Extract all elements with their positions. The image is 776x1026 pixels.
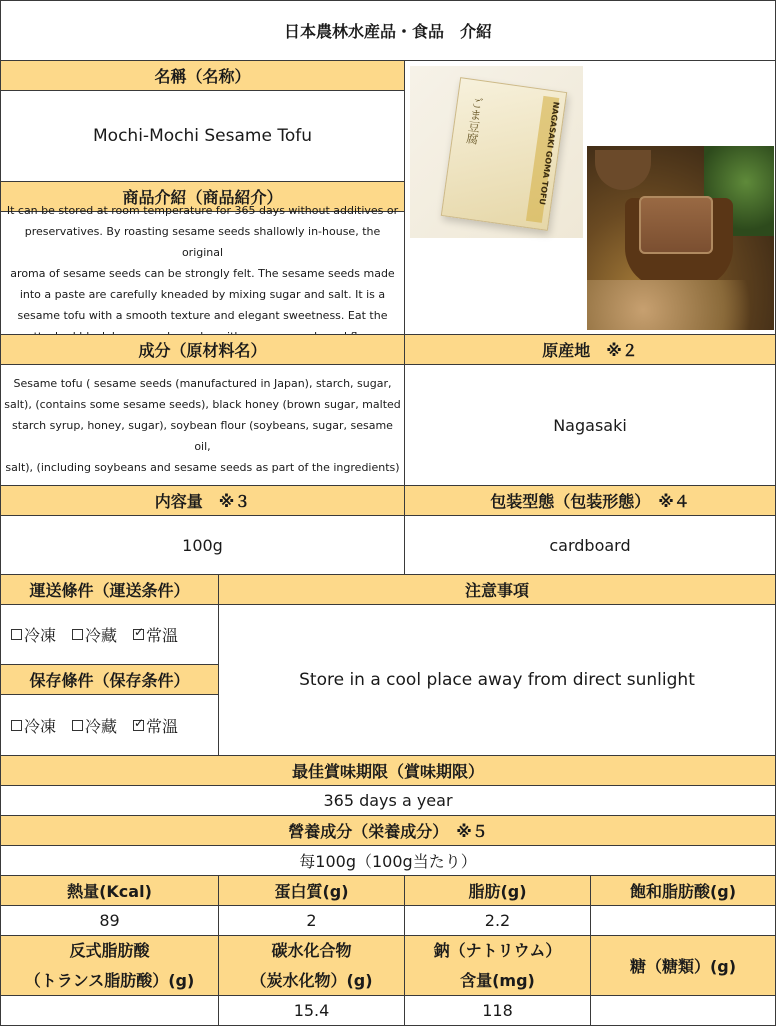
checkbox-icon[interactable] — [11, 720, 22, 731]
nutrition-value-sugar — [590, 995, 776, 1026]
best-before-value: 365 days a year — [0, 785, 776, 816]
nutrition-value-protein: 2 — [218, 905, 405, 936]
ingredients-label: 成分（原材料名） — [0, 334, 405, 365]
nutrition-value-trans-fat — [0, 995, 219, 1026]
packaging-value: cardboard — [404, 515, 776, 575]
intro-line: preservatives. By roasting sesame seeds shallowly in-house, the original — [24, 224, 381, 259]
nutrition-value-carbohydrate: 15.4 — [218, 995, 405, 1026]
nutrition-header-energy: 熱量(Kcal) — [0, 875, 219, 906]
caution-label: 注意事項 — [218, 574, 776, 605]
storage-label: 保存條件（保存条件） — [0, 664, 219, 695]
packaging-label: 包装型態（包装形態） ※４ — [404, 485, 776, 516]
checkbox-icon[interactable] — [72, 720, 83, 731]
ingredient-line: Sesame tofu ( sesame seeds (manufactured in Japan), starch, sugar, — [13, 376, 392, 390]
checkbox-checked-icon[interactable] — [133, 629, 144, 640]
nutrition-header-sodium: 鈉（ナトリウム） 含量(mg) — [404, 935, 591, 996]
nutrition-value-energy: 89 — [0, 905, 219, 936]
product-intro-text — [0, 203, 405, 335]
checkbox-icon[interactable] — [11, 629, 22, 640]
transport-option-chilled[interactable]: 冷藏 — [72, 623, 117, 646]
ingredient-line: salt), (including soybeans and sesame seeds as part of the ingredients) — [5, 460, 400, 474]
sesame-tofu-photo — [587, 146, 774, 330]
content-label: 内容量 ※３ — [0, 485, 405, 516]
name-label: 名稱（名称） — [0, 60, 405, 91]
nutrition-header-sugar: 糖（糖類）(g) — [590, 935, 776, 996]
transport-option-frozen[interactable]: 冷凍 — [11, 623, 56, 646]
storage-option-frozen[interactable]: 冷凍 — [11, 714, 56, 737]
checkbox-icon[interactable] — [72, 629, 83, 640]
nutrition-header-trans-fat: 反式脂肪酸 （トランス脂肪酸）(g) — [0, 935, 219, 996]
name-value: Mochi-Mochi Sesame Tofu — [0, 90, 405, 182]
storage-option-chilled[interactable]: 冷藏 — [72, 714, 117, 737]
nutrition-header-carbohydrate: 碳水化合物 （炭水化物）(g) — [218, 935, 405, 996]
transport-option-ambient[interactable]: ✓ 常溫 — [133, 623, 178, 646]
product-package-image: ごま豆腐 NAGASAKI GOMA TOFU — [410, 66, 583, 238]
page-title: 日本農林水産品・食品 介紹 — [0, 0, 776, 61]
nutrition-per: 每100g（100g当たり） — [0, 845, 776, 876]
intro-line: sesame tofu with a smooth texture and elegant sweetness. Eat the — [17, 308, 388, 322]
caution-value: Store in a cool place away from direct sunlight — [218, 604, 776, 756]
nutrition-value-sodium: 118 — [404, 995, 591, 1026]
nutrition-header-fat: 脂肪(g) — [404, 875, 591, 906]
transport-options — [0, 604, 219, 665]
storage-option-ambient[interactable]: ✓ 常溫 — [133, 714, 178, 737]
content-value: 100g — [0, 515, 405, 575]
best-before-label: 最佳賞味期限（賞味期限） — [0, 755, 776, 786]
nutrition-label: 營養成分（栄養成分） ※５ — [0, 815, 776, 846]
origin-label: 原産地 ※２ — [404, 334, 776, 365]
storage-options — [0, 694, 219, 756]
transport-label: 運送條件（運送条件） — [0, 574, 219, 605]
ingredient-line: starch syrup, honey, sugar), soybean flour (soybeans, sugar, sesame oil, — [12, 418, 393, 453]
intro-line: It can be stored at room temperature for 365 days without additives or — [6, 203, 399, 217]
checkbox-checked-icon[interactable] — [133, 720, 144, 731]
nutrition-header-saturated-fat: 飽和脂肪酸(g) — [590, 875, 776, 906]
intro-line: aroma of sesame seeds can be strongly felt. The sesame seeds made — [10, 266, 395, 280]
ingredients-text — [0, 364, 405, 486]
intro-line: into a paste are carefully kneaded by mixing sugar and salt. It is a — [19, 287, 386, 301]
nutrition-value-fat: 2.2 — [404, 905, 591, 936]
origin-value: Nagasaki — [404, 364, 776, 486]
product-intro-label: 商品介紹（商品紹介） — [0, 181, 405, 212]
ingredient-line: salt), (contains some sesame seeds), black honey (brown sugar, malted — [4, 397, 401, 411]
nutrition-value-saturated-fat — [590, 905, 776, 936]
nutrition-header-protein: 蛋白質(g) — [218, 875, 405, 906]
